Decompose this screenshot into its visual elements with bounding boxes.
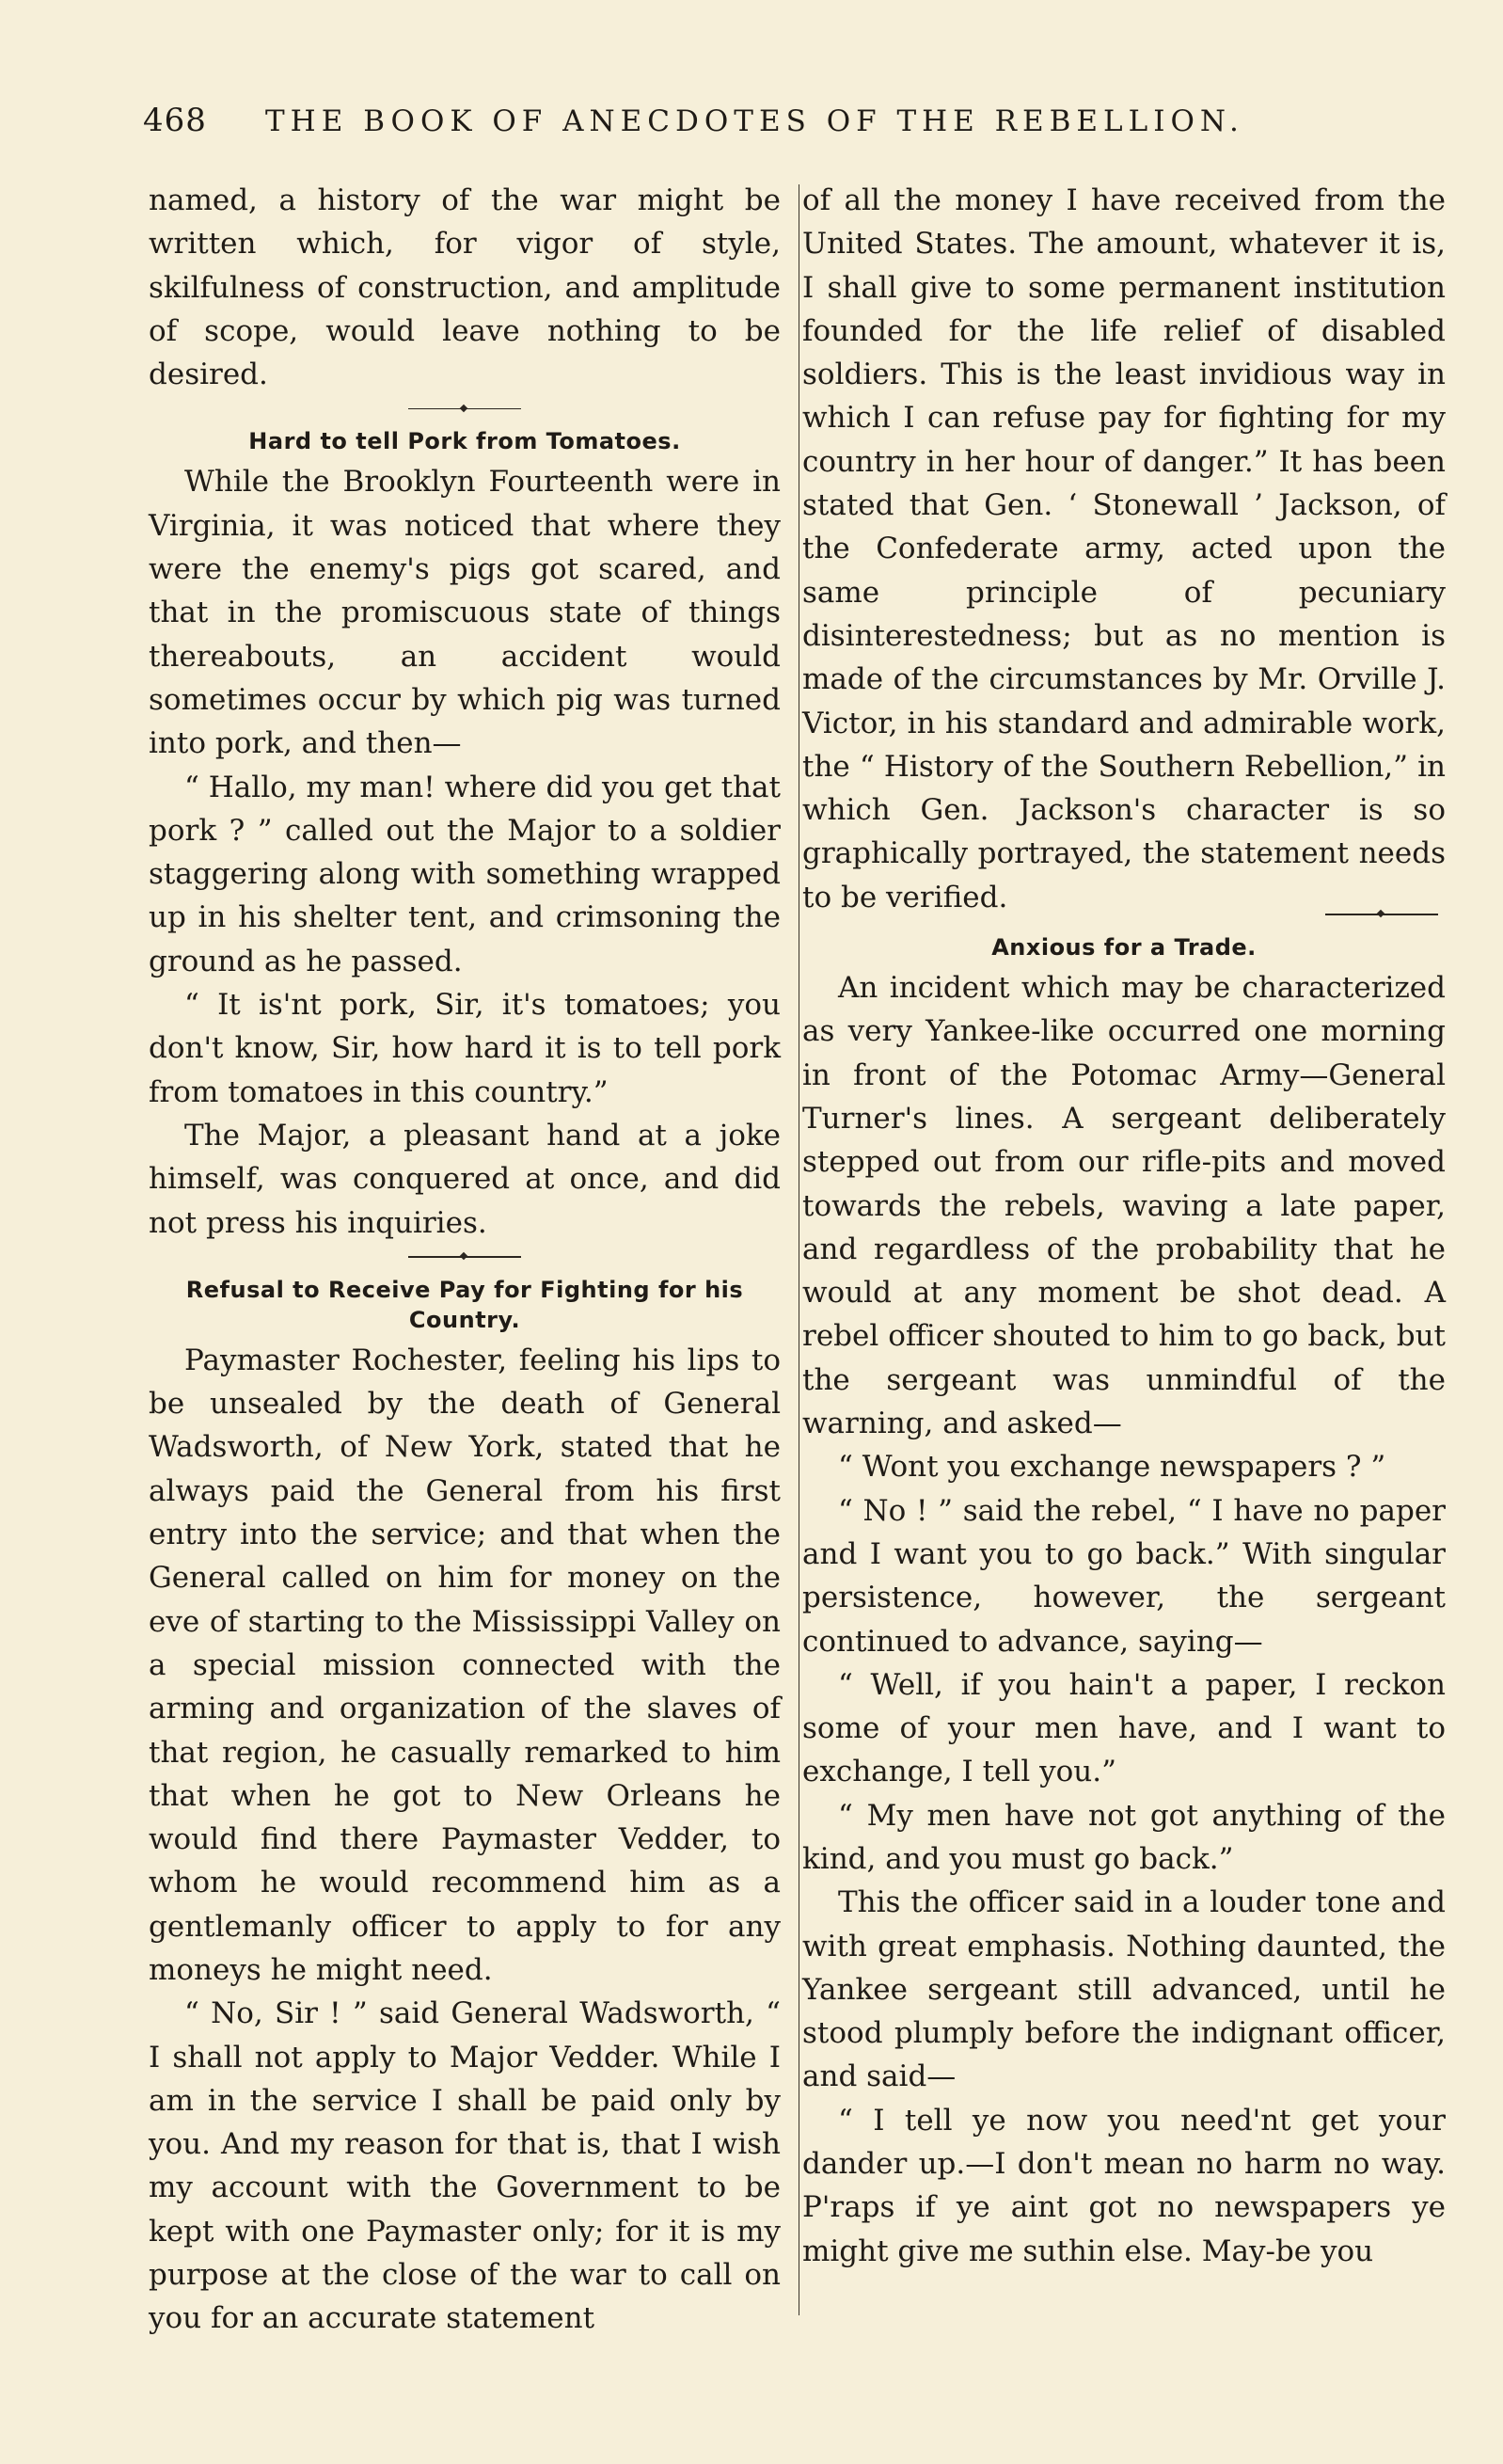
paragraph: “ Well, if you hain't a paper, I reckon some of your men have, and I want to exchange, I tell you.” — [802, 1667, 1446, 1789]
section-heading: Anxious for a Trade. — [991, 934, 1257, 962]
section-divider — [149, 396, 781, 421]
paragraph: While the Brooklyn Fourteenth were in Virginia, it was noticed that where they were the enemy's pigs got scared, and that in the promiscuous state of things thereabouts, an accident would sometimes occur by which pig was turned into pork, and then— — [149, 465, 781, 761]
paragraph: The Major, a pleasant hand at a joke himself, was conquered at once, and did not press his inquiries. — [149, 1118, 781, 1240]
paragraph: “ No, Sir ! ” said General Wadsworth, “ I shall not apply to Major Vedder. While I am in the service I shall be paid only by you. And my reason for that is, that I wish my account with the Government to be kept with one Paymaster only; for it is my purpose at the close of the war to call on you for an accurate statement — [149, 1996, 781, 2336]
paragraph: This the officer said in a louder tone and with great emphasis. Nothing daunted, the Yankee sergeant still advanced, until he stood plumply before the indignant officer, and said— — [802, 1885, 1446, 2094]
paragraph: “ Wont you exchange newspapers ? ” — [838, 1450, 1386, 1485]
paragraph: named, a history of the war might be written which, for vigor of style, skilfulness of construction, and amplitude of scope, would leave nothing to be desired. — [149, 183, 781, 392]
paragraph: “ My men have not got anything of the kind, and you must go back.” — [802, 1798, 1446, 1876]
paragraph: Paymaster Rochester, feeling his lips to be unsealed by the death of General Wadsworth, of New York, stated that he always paid the General from his first entry into the service; and that when the General called on him for money on the eve of starting to the Mississippi Valley on a special mission connected with the arming and organization of the slaves of that region, he casually remarked to him that when he got to New Orleans he would find there Paymaster Vedder, to whom he would recommend him as a gentlemanly officer to apply to for any moneys he might need. — [149, 1343, 781, 1987]
page-number: 468 — [143, 102, 207, 139]
page-header — [143, 102, 1272, 149]
section-heading: Refusal to Receive Pay for Fighting for his Country. — [185, 1276, 744, 1333]
running-title: THE BOOK OF ANECDOTES OF THE REBELLION. — [265, 104, 1244, 138]
right-column — [802, 179, 1446, 2273]
section-divider — [149, 1245, 781, 1269]
paragraph: An incident which may be characterized as very Yankee-like occurred one morning in front of the Potomac Army—General Turner's lines. A sergeant deliberately stepped out from our rifle-pits and moved towards the rebels, waving a late paper, and regardless of the probability that he would at any moment be shot dead. A rebel officer shouted to him to go back, but the sergeant was unmindful of the warning, and asked— — [802, 971, 1446, 1441]
paragraph: of all the money I have received from the United States. The amount, whatever it is, I shall give to some permanent institution founded for the life relief of disabled soldiers. This is the least invidious way in which I can refuse pay for fighting for my country in her hour of danger.” It has been stated that Gen. ‘ Stonewall ’ Jackson, of the Confederate army, acted upon the same principle of pecuniary disinterestedness; but as no mention is made of the circumstances by Mr. Orville J. Victor, in his standard and admirable work, the “ History of the Southern Rebellion,” in which Gen. Jackson's character is so graphically portrayed, the statement needs to be verified. — [802, 183, 1446, 914]
paragraph: “ Hallo, my man! where did you get that pork ? ” called out the Major to a soldier staggering along with something wrapped up in his shelter tent, and crimsoning the ground as he passed. — [149, 770, 781, 978]
left-column — [149, 179, 781, 2341]
paragraph: “ It is'nt pork, Sir, it's tomatoes; you don't know, Sir, how hard it is to tell pork from tomatoes in this country.” — [149, 988, 781, 1109]
paragraph: “ I tell ye now you need'nt get your dander up.—I don't mean no harm no way. P'raps if ye aint got no newspapers ye might give me suthin else. May-be you — [802, 2103, 1446, 2268]
section-heading: Hard to tell Pork from Tomatoes. — [248, 428, 681, 455]
paragraph: “ No ! ” said the rebel, “ I have no paper and I want you to go back.” With singular persistence, however, the sergeant continued to advance, saying— — [802, 1493, 1446, 1659]
